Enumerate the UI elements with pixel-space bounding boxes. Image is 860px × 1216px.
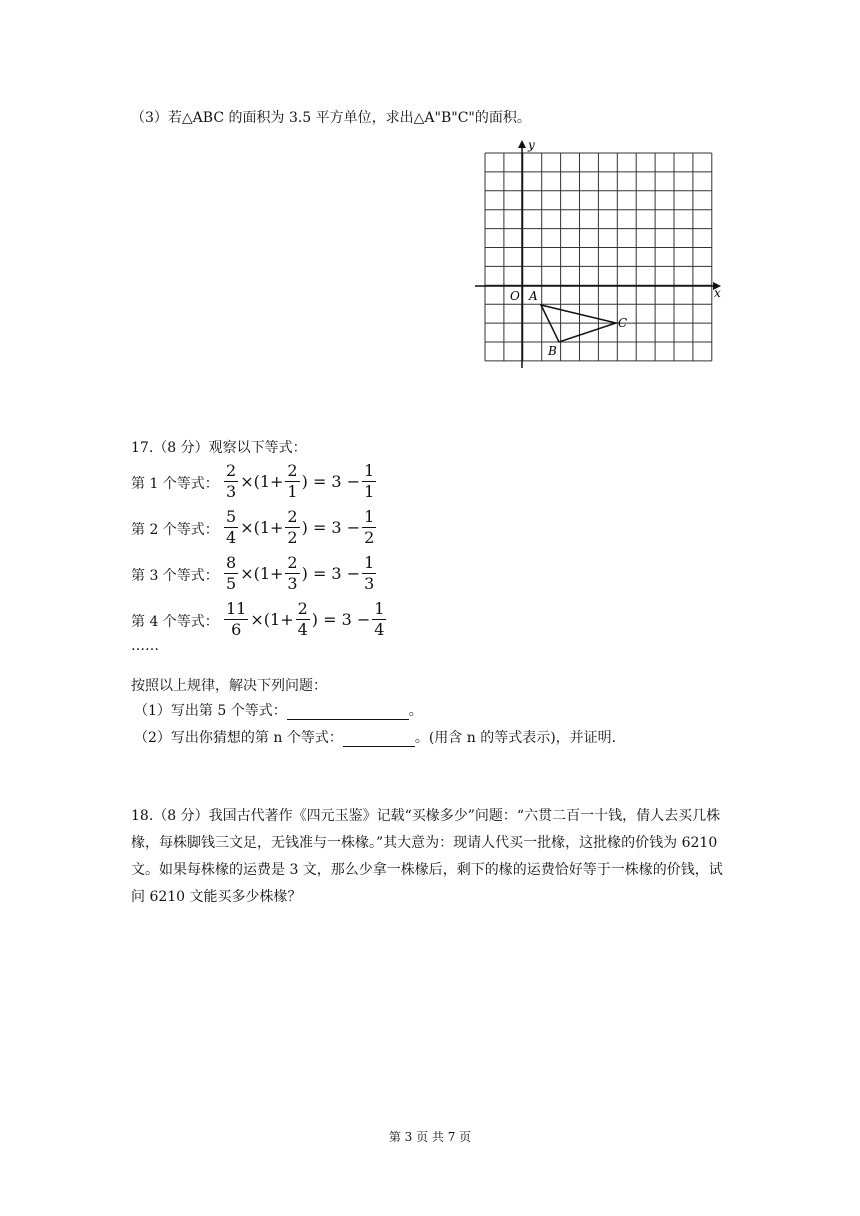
origin-label: O xyxy=(510,289,520,303)
question-17-part-2: （2）写出你猜想的第 n 个等式： 。(用含 n 的等式表示)，并证明. xyxy=(134,730,617,746)
point-a-label: A xyxy=(529,289,538,303)
y-axis-label: y xyxy=(528,138,535,152)
coordinate-grid-figure xyxy=(470,138,730,370)
question-18-text: 18.（8 分）我国古代著作《四元玉鉴》记载“买椽多少”问题：“六贯二百一十钱，倩人去买几株椽，每株脚钱三文足，无钱准与一株椽。”其大意为：现请人代买一批椽，这批椽的价钱为 6210 文。如果每株椽的运费是 3 文，那么少拿一株椽后，剩下的椽的运费恰好等于一株椽的价钱，试问 6210 文能买多少株椽？ xyxy=(131,808,723,905)
equation-2-label: 第 2 个等式： xyxy=(131,522,219,538)
point-c-label: C xyxy=(618,316,628,330)
equation-4: $\frac{11}{6}$ ×(1+ $\frac{2}{4}$ ) = 3 − $\frac{1}{4}$ xyxy=(226,599,385,639)
y-axis-arrow-icon xyxy=(518,140,526,148)
equation-3: $\frac{8}{5}$ ×(1+ $\frac{2}{3}$ ) = 3 − $\frac{1}{3}$ xyxy=(226,553,375,593)
page-footer: 第 3 页 共 7 页 xyxy=(388,1130,472,1144)
answer-blank-2[interactable] xyxy=(343,730,415,747)
x-axis-label: x xyxy=(714,286,721,300)
answer-blank-1[interactable] xyxy=(287,703,409,720)
equation-1-label: 第 1 个等式： xyxy=(131,476,219,492)
equation-1: $\frac{2}{3}$ ×(1+ $\frac{2}{1}$ ) = 3 − $\frac{1}{1}$ xyxy=(226,461,375,501)
question-17-part-1: （1）写出第 5 个等式： 。 xyxy=(134,703,423,719)
equation-2: $\frac{5}{4}$ ×(1+ $\frac{2}{2}$ ) = 3 − $\frac{1}{2}$ xyxy=(226,507,375,547)
question-17-title: 17.（8 分）观察以下等式： xyxy=(131,440,307,456)
question-17-intro: 按照以上规律，解决下列问题： xyxy=(131,678,327,694)
equation-3-label: 第 3 个等式： xyxy=(131,568,219,584)
question-3-text: （3）若△ABC 的面积为 3.5 平方单位，求出△A"B"C"的面积。 xyxy=(131,110,531,126)
point-b-label: B xyxy=(548,344,557,358)
equation-4-label: 第 4 个等式： xyxy=(131,614,219,630)
ellipsis: …… xyxy=(131,638,159,654)
